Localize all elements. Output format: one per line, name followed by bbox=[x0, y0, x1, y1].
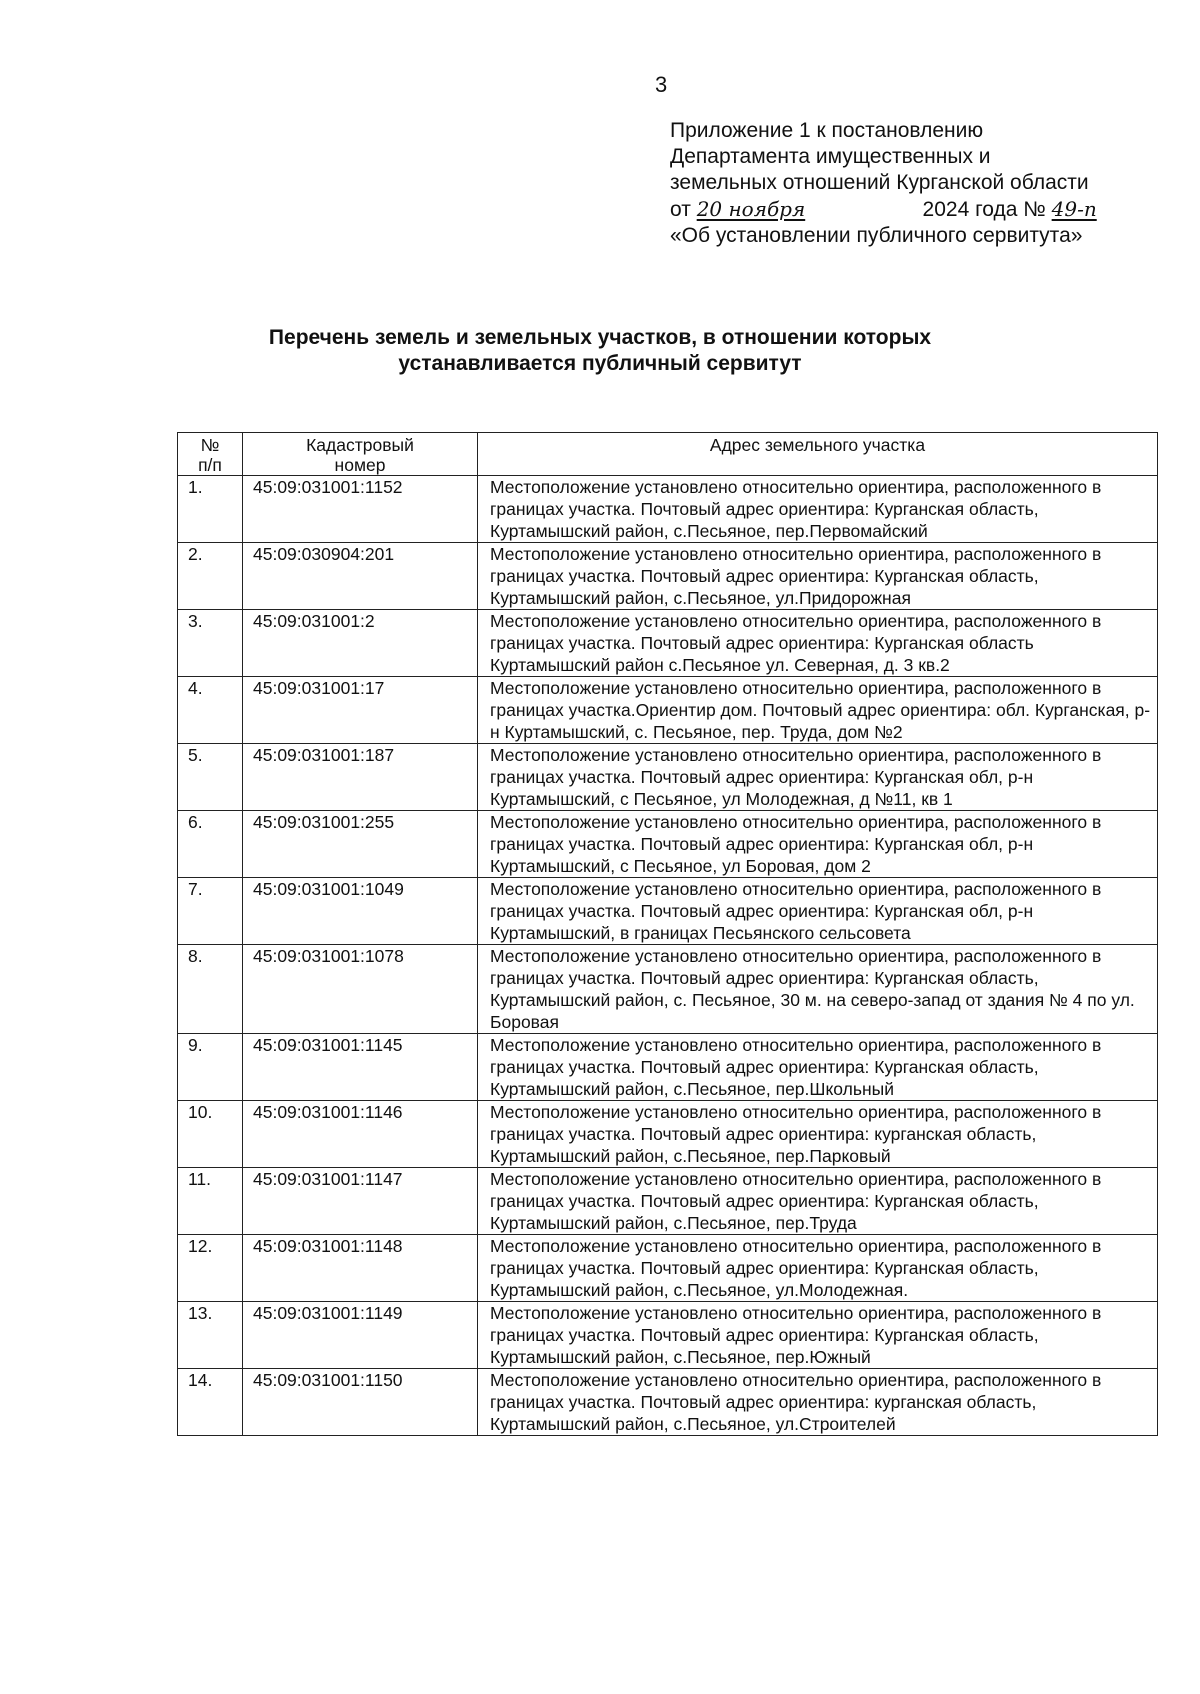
row-cadastral: 45:09:031001:1078 bbox=[243, 945, 478, 1034]
page-number: 3 bbox=[655, 72, 668, 97]
appendix-date-mid: 2024 года № bbox=[922, 198, 1046, 221]
table-header-row bbox=[178, 433, 1158, 476]
table-row bbox=[178, 476, 1158, 543]
document-title-line-2: устанавливается публичный сервитут bbox=[398, 352, 802, 375]
table-row bbox=[178, 610, 1158, 677]
row-num: 6. bbox=[178, 811, 243, 878]
table-row bbox=[178, 1369, 1158, 1436]
row-cadastral: 45:09:031001:187 bbox=[243, 744, 478, 811]
document-title bbox=[0, 325, 1200, 377]
handwritten-number: 49-п bbox=[1051, 197, 1097, 221]
document-title-line-1: Перечень земель и земельных участков, в отношении которых bbox=[268, 326, 932, 349]
row-cadastral: 45:09:031001:1152 bbox=[243, 476, 478, 543]
appendix-header bbox=[670, 118, 1122, 249]
row-num: 7. bbox=[178, 878, 243, 945]
appendix-line-1: Приложение 1 к постановлению bbox=[670, 119, 984, 142]
row-num: 14. bbox=[178, 1369, 243, 1436]
row-num: 8. bbox=[178, 945, 243, 1034]
row-address: Местоположение установлено относительно ориентира, расположенного в границах участка. Почтовый адрес ориентира: Курганская область, Куртамышский район, с.Песьяное, ул.Придорожная bbox=[478, 543, 1158, 610]
row-cadastral: 45:09:031001:1049 bbox=[243, 878, 478, 945]
appendix-line-3: земельных отношений Курганской области bbox=[670, 171, 1089, 194]
row-address: Местоположение установлено относительно ориентира, расположенного в границах участка. Почтовый адрес ориентира: Курганская область, Куртамышский район, с. Песьяное, 30 м. на северо-запад от здания № 4 по ул. Боровая bbox=[478, 945, 1158, 1034]
row-address: Местоположение установлено относительно ориентира, расположенного в границах участка. Почтовый адрес ориентира: Курганская обл, р-н Куртамышский, в границах Песьянского сельсовета bbox=[478, 878, 1158, 945]
appendix-date-line bbox=[670, 196, 1122, 223]
table-row bbox=[178, 1302, 1158, 1369]
row-cadastral: 45:09:031001:1145 bbox=[243, 1034, 478, 1101]
handwritten-date: 20 ноября bbox=[696, 197, 806, 221]
row-cadastral: 45:09:031001:17 bbox=[243, 677, 478, 744]
header-address: Адрес земельного участка bbox=[478, 433, 1158, 476]
header-cadastral: Кадастровый номер bbox=[243, 433, 478, 476]
row-address: Местоположение установлено относительно ориентира, расположенного в границах участка. Почтовый адрес ориентира: Курганская область, Куртамышский район, с.Песьяное, ул.Молодежная. bbox=[478, 1235, 1158, 1302]
row-address: Местоположение установлено относительно ориентира, расположенного в границах участка. Почтовый адрес ориентира: Курганская область Куртамышский район с.Песьяное ул. Северная, д. 3 кв.2 bbox=[478, 610, 1158, 677]
row-num: 13. bbox=[178, 1302, 243, 1369]
row-num: 12. bbox=[178, 1235, 243, 1302]
land-plots-table bbox=[177, 432, 1158, 1436]
row-address: Местоположение установлено относительно ориентира, расположенного в границах участка. Почтовый адрес ориентира: Курганская область, Куртамышский район, с.Песьяное, пер.Школьный bbox=[478, 1034, 1158, 1101]
appendix-line-2: Департамента имущественных и bbox=[670, 145, 991, 168]
row-num: 2. bbox=[178, 543, 243, 610]
row-num: 5. bbox=[178, 744, 243, 811]
table-row bbox=[178, 744, 1158, 811]
row-address: Местоположение установлено относительно ориентира, расположенного в границах участка. Почтовый адрес ориентира: Курганская обл, р-н Куртамышский, с Песьяное, ул Молодежная, д №11, кв 1 bbox=[478, 744, 1158, 811]
row-cadastral: 45:09:031001:1147 bbox=[243, 1168, 478, 1235]
row-num: 1. bbox=[178, 476, 243, 543]
table-row bbox=[178, 1235, 1158, 1302]
appendix-line-5: «Об установлении публичного сервитута» bbox=[670, 224, 1083, 247]
row-address: Местоположение установлено относительно ориентира, расположенного в границах участка. Почтовый адрес ориентира: Курганская область, Куртамышский район, с.Песьяное, пер.Труда bbox=[478, 1168, 1158, 1235]
row-cadastral: 45:09:031001:2 bbox=[243, 610, 478, 677]
table-row bbox=[178, 1034, 1158, 1101]
header-num: № п/п bbox=[178, 433, 243, 476]
row-cadastral: 45:09:031001:255 bbox=[243, 811, 478, 878]
row-num: 11. bbox=[178, 1168, 243, 1235]
row-address: Местоположение установлено относительно ориентира, расположенного в границах участка. Почтовый адрес ориентира: курганская область, Куртамышский район, с.Песьяное, пер.Парковый bbox=[478, 1101, 1158, 1168]
table-row bbox=[178, 1168, 1158, 1235]
row-cadastral: 45:09:031001:1149 bbox=[243, 1302, 478, 1369]
table-row bbox=[178, 1101, 1158, 1168]
row-num: 10. bbox=[178, 1101, 243, 1168]
row-num: 4. bbox=[178, 677, 243, 744]
row-cadastral: 45:09:031001:1150 bbox=[243, 1369, 478, 1436]
row-address: Местоположение установлено относительно ориентира, расположенного в границах участка. Почтовый адрес ориентира: Курганская область, Куртамышский район, с.Песьяное, пер.Первомайский bbox=[478, 476, 1158, 543]
table-row bbox=[178, 543, 1158, 610]
table-row bbox=[178, 878, 1158, 945]
row-address: Местоположение установлено относительно ориентира, расположенного в границах участка.Ориентир дом. Почтовый адрес ориентира: обл. Курганская, р-н Куртамышский, с. Песьяное, пер. Труда, дом №2 bbox=[478, 677, 1158, 744]
row-num: 9. bbox=[178, 1034, 243, 1101]
row-cadastral: 45:09:031001:1148 bbox=[243, 1235, 478, 1302]
table-row bbox=[178, 945, 1158, 1034]
row-address: Местоположение установлено относительно ориентира, расположенного в границах участка. Почтовый адрес ориентира: Курганская обл, р-н Куртамышский, с Песьяное, ул Боровая, дом 2 bbox=[478, 811, 1158, 878]
table-row bbox=[178, 677, 1158, 744]
appendix-date-prefix: от bbox=[670, 198, 691, 221]
row-address: Местоположение установлено относительно ориентира, расположенного в границах участка. Почтовый адрес ориентира: Курганская область, Куртамышский район, с.Песьяное, пер.Южный bbox=[478, 1302, 1158, 1369]
table-row bbox=[178, 811, 1158, 878]
row-num: 3. bbox=[178, 610, 243, 677]
row-address: Местоположение установлено относительно ориентира, расположенного в границах участка. Почтовый адрес ориентира: курганская область, Куртамышский район, с.Песьяное, ул.Строителей bbox=[478, 1369, 1158, 1436]
row-cadastral: 45:09:030904:201 bbox=[243, 543, 478, 610]
row-cadastral: 45:09:031001:1146 bbox=[243, 1101, 478, 1168]
